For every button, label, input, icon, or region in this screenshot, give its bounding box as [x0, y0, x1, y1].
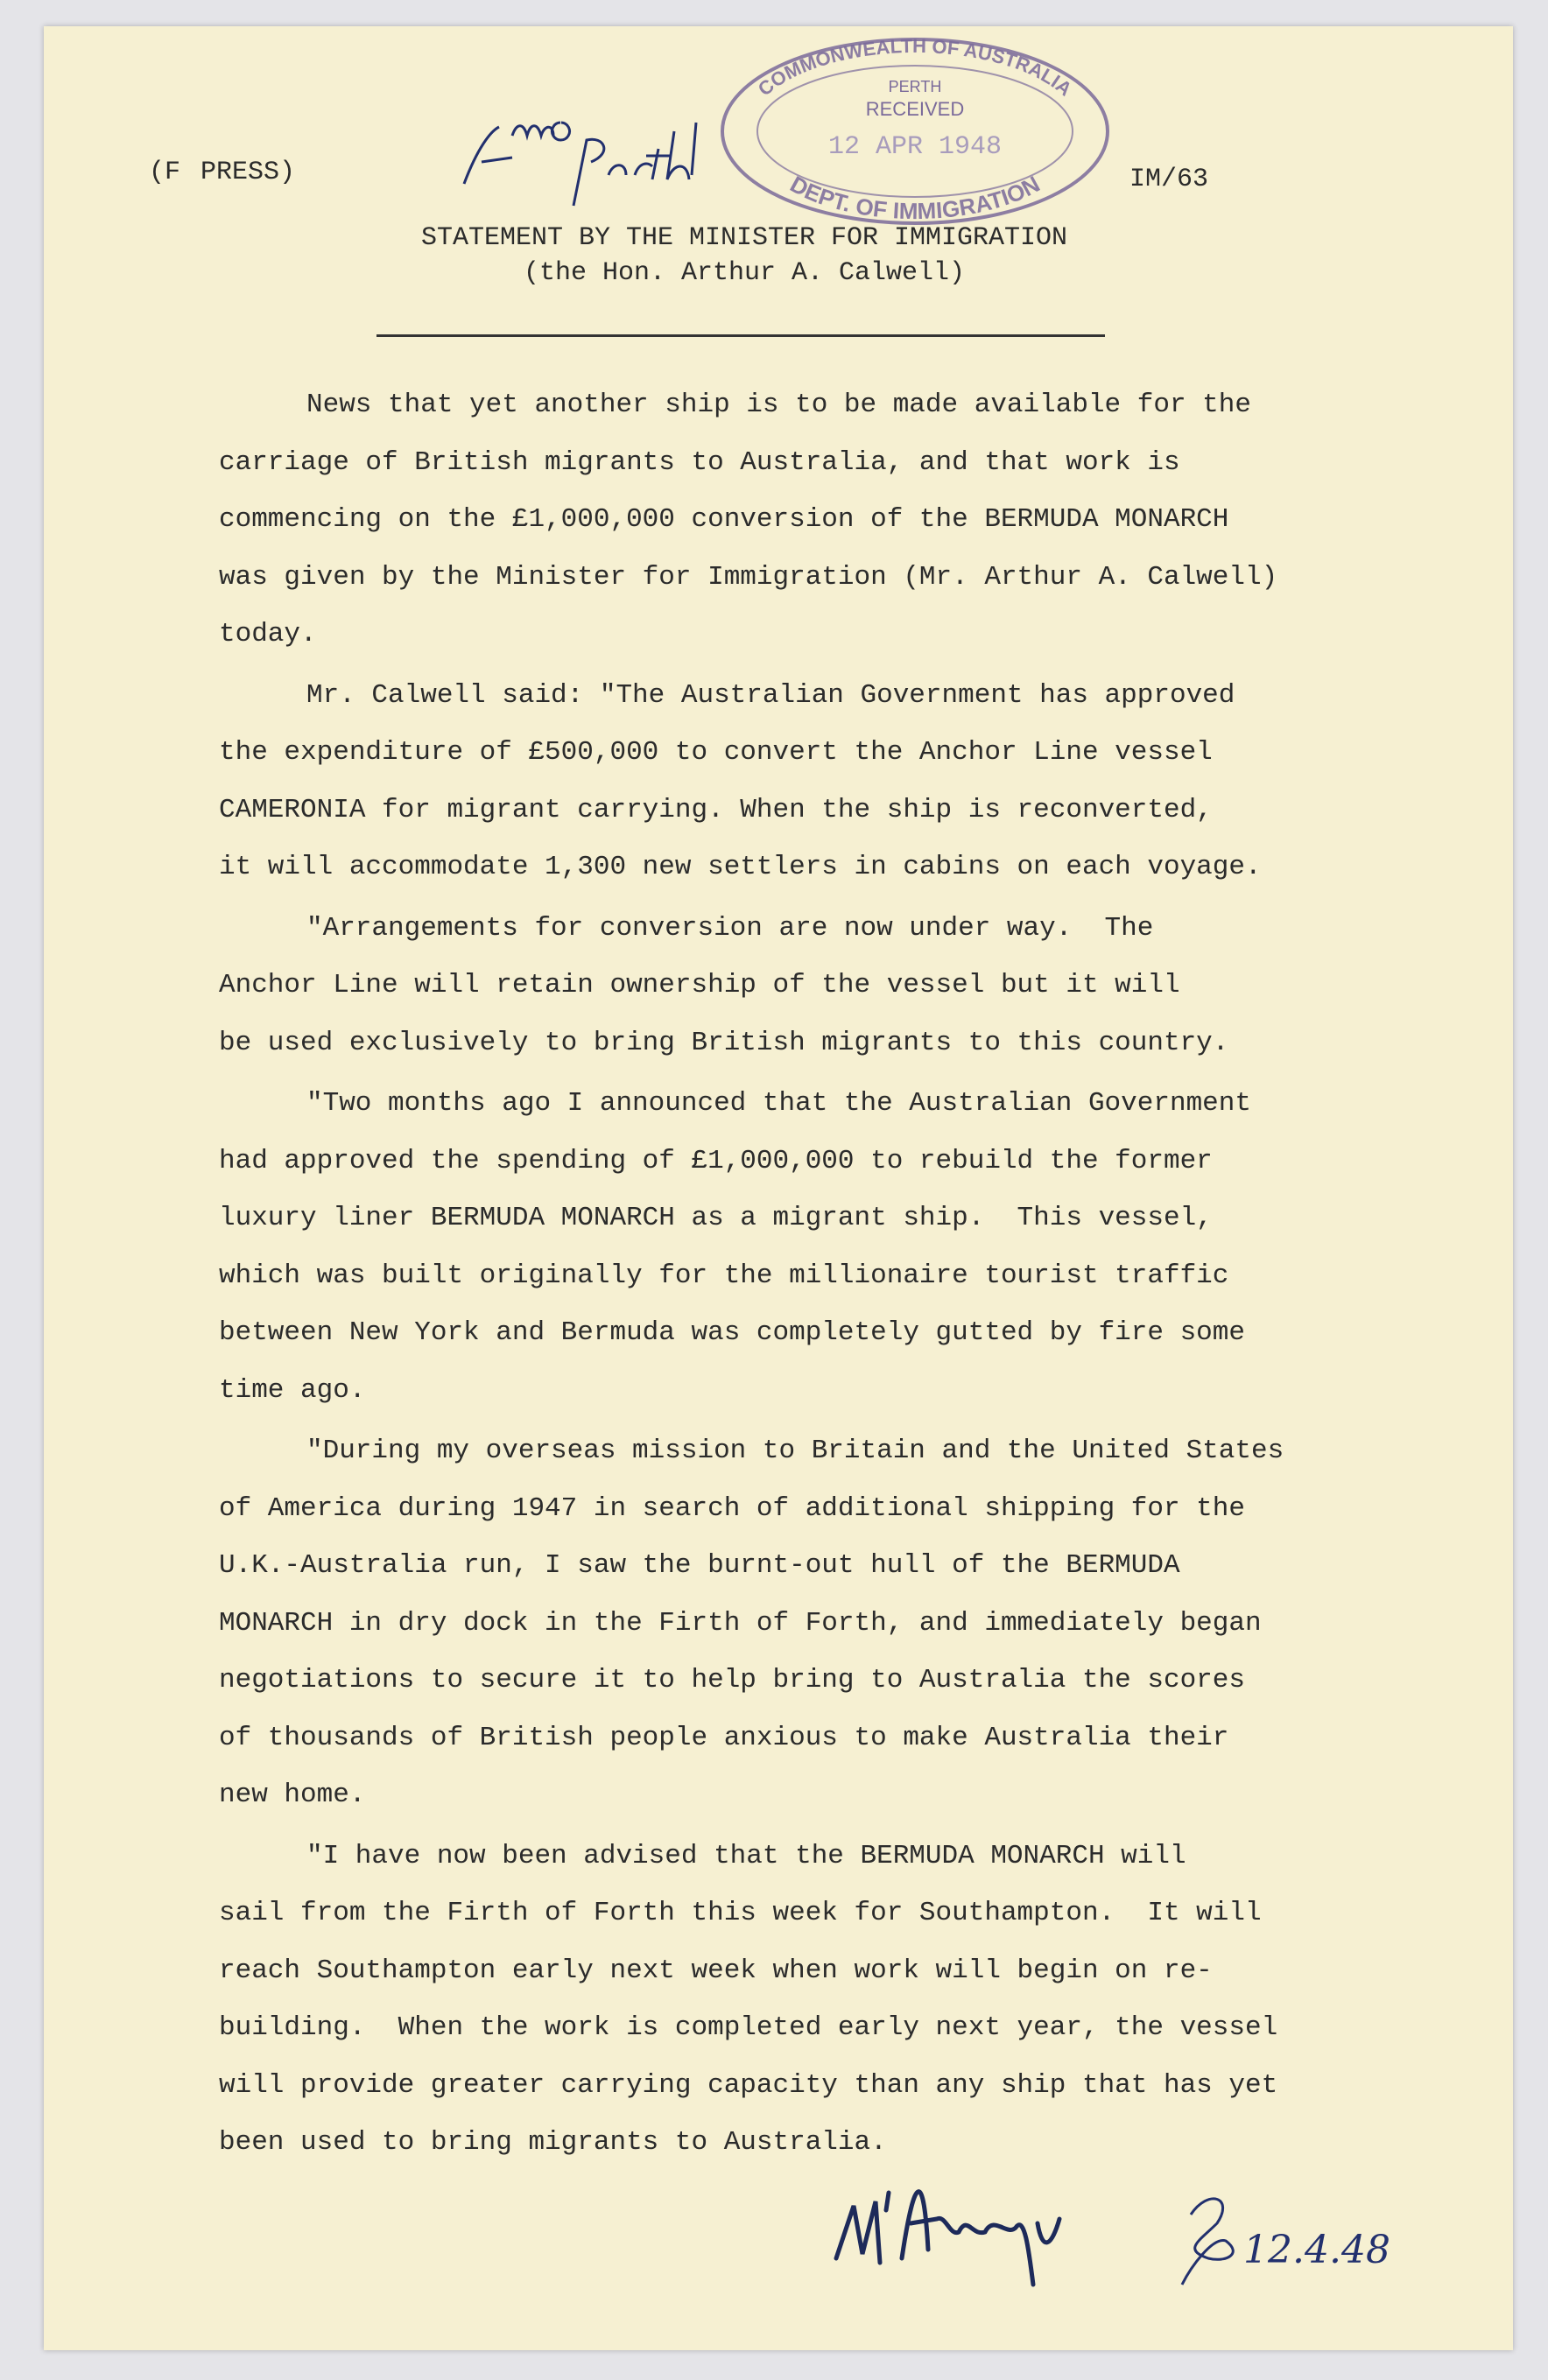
text-line: building. When the work is completed early next year, the vessel — [219, 2012, 1278, 2043]
received-stamp — [696, 35, 1134, 245]
stamp-top-text: COMMONWEALTH OF AUSTRALIA — [753, 35, 1077, 101]
paragraph — [219, 1422, 1436, 1824]
text-line: U.K.-Australia run, I saw the burnt-out hull of the BERMUDA — [219, 1550, 1180, 1581]
press-tag: (F PRESS) — [149, 158, 296, 187]
paragraph — [219, 667, 1436, 896]
text-line: will provide greater carrying capacity than any ship that has yet — [219, 2069, 1278, 2101]
text-line: Anchor Line will retain ownership of the vessel but it will — [219, 970, 1180, 1000]
text-line: "Two months ago I announced that the Australian Government — [306, 1088, 1251, 1119]
stamp-city: PERTH — [888, 78, 942, 95]
text-line: "During my overseas mission to Britain and the United States — [306, 1436, 1284, 1466]
text-line: which was built originally for the millionaire tourist traffic — [219, 1260, 1229, 1291]
text-line: be used exclusively to bring British migrants to this country. — [219, 1027, 1229, 1058]
text-line: Mr. Calwell said: "The Australian Government has approved — [306, 679, 1235, 711]
statement-title — [376, 221, 1112, 291]
paragraph — [219, 900, 1436, 1072]
text-line: "Arrangements for conversion are now under way. The — [306, 912, 1154, 944]
document-page — [44, 26, 1513, 2350]
paragraph — [219, 1075, 1436, 1419]
signature-block — [770, 2153, 1541, 2311]
text-line: reach Southampton early next week when work will begin on re- — [219, 1955, 1213, 1986]
text-line: of America during 1947 in search of additional shipping for the — [219, 1492, 1245, 1524]
text-line: commencing on the £1,000,000 conversion of the BERMUDA MONARCH — [219, 504, 1229, 535]
text-line: between New York and Bermuda was completely gutted by fire some — [219, 1317, 1245, 1348]
text-line: was given by the Minister for Immigration (Mr. Arthur A. Calwell) — [219, 561, 1278, 593]
stamp-status: RECEIVED — [865, 98, 965, 120]
text-line: luxury liner BERMUDA MONARCH as a migrant ship. This vessel, — [219, 1203, 1213, 1233]
paragraph — [219, 1828, 1436, 2172]
signature-svg — [770, 2153, 1541, 2311]
text-line: negotiations to secure it to help bring to Australia the scores — [219, 1665, 1245, 1695]
text-line: CAMERONIA for migrant carrying. When the ship is reconverted, — [219, 794, 1213, 825]
stamp-bottom-text: DEPT. OF IMMIGRATION — [785, 170, 1045, 225]
reference-number: IM/63 — [1129, 165, 1209, 194]
title-line-1: STATEMENT BY THE MINISTER FOR IMMIGRATION — [420, 223, 1068, 253]
stamp-date: 12 APR 1948 — [827, 132, 1003, 162]
statement-body — [219, 376, 1436, 2175]
text-line: new home. — [219, 1780, 366, 1810]
text-line: it will accommodate 1,300 new settlers in cabins on each voyage. — [219, 852, 1262, 882]
paragraph — [219, 376, 1436, 663]
text-line: been used to bring migrants to Australia. — [219, 2127, 887, 2158]
text-line: today. — [219, 619, 317, 649]
text-line: carriage of British migrants to Australia, and that work is — [219, 446, 1180, 478]
text-line: had approved the spending of £1,000,000 to rebuild the former — [219, 1145, 1213, 1176]
text-line: News that yet another ship is to be made available for the — [306, 390, 1251, 420]
text-line: "I have now been advised that the BERMUDA MONARCH will — [306, 1840, 1186, 1871]
date-note: 12.4.48 — [1243, 2228, 1390, 2272]
title-divider — [376, 334, 1105, 337]
text-line: sail from the Firth of Forth this week for Southampton. It will — [219, 1898, 1262, 1928]
text-line: the expenditure of £500,000 to convert the Anchor Line vessel — [219, 737, 1213, 768]
title-line-2: (the Hon. Arthur A. Calwell) — [523, 258, 966, 288]
text-line: of thousands of British people anxious to make Australia their — [219, 1722, 1229, 1753]
text-line: MONARCH in dry dock in the Firth of Forth, and immediately began — [219, 1607, 1262, 1639]
text-line: time ago. — [219, 1374, 366, 1406]
